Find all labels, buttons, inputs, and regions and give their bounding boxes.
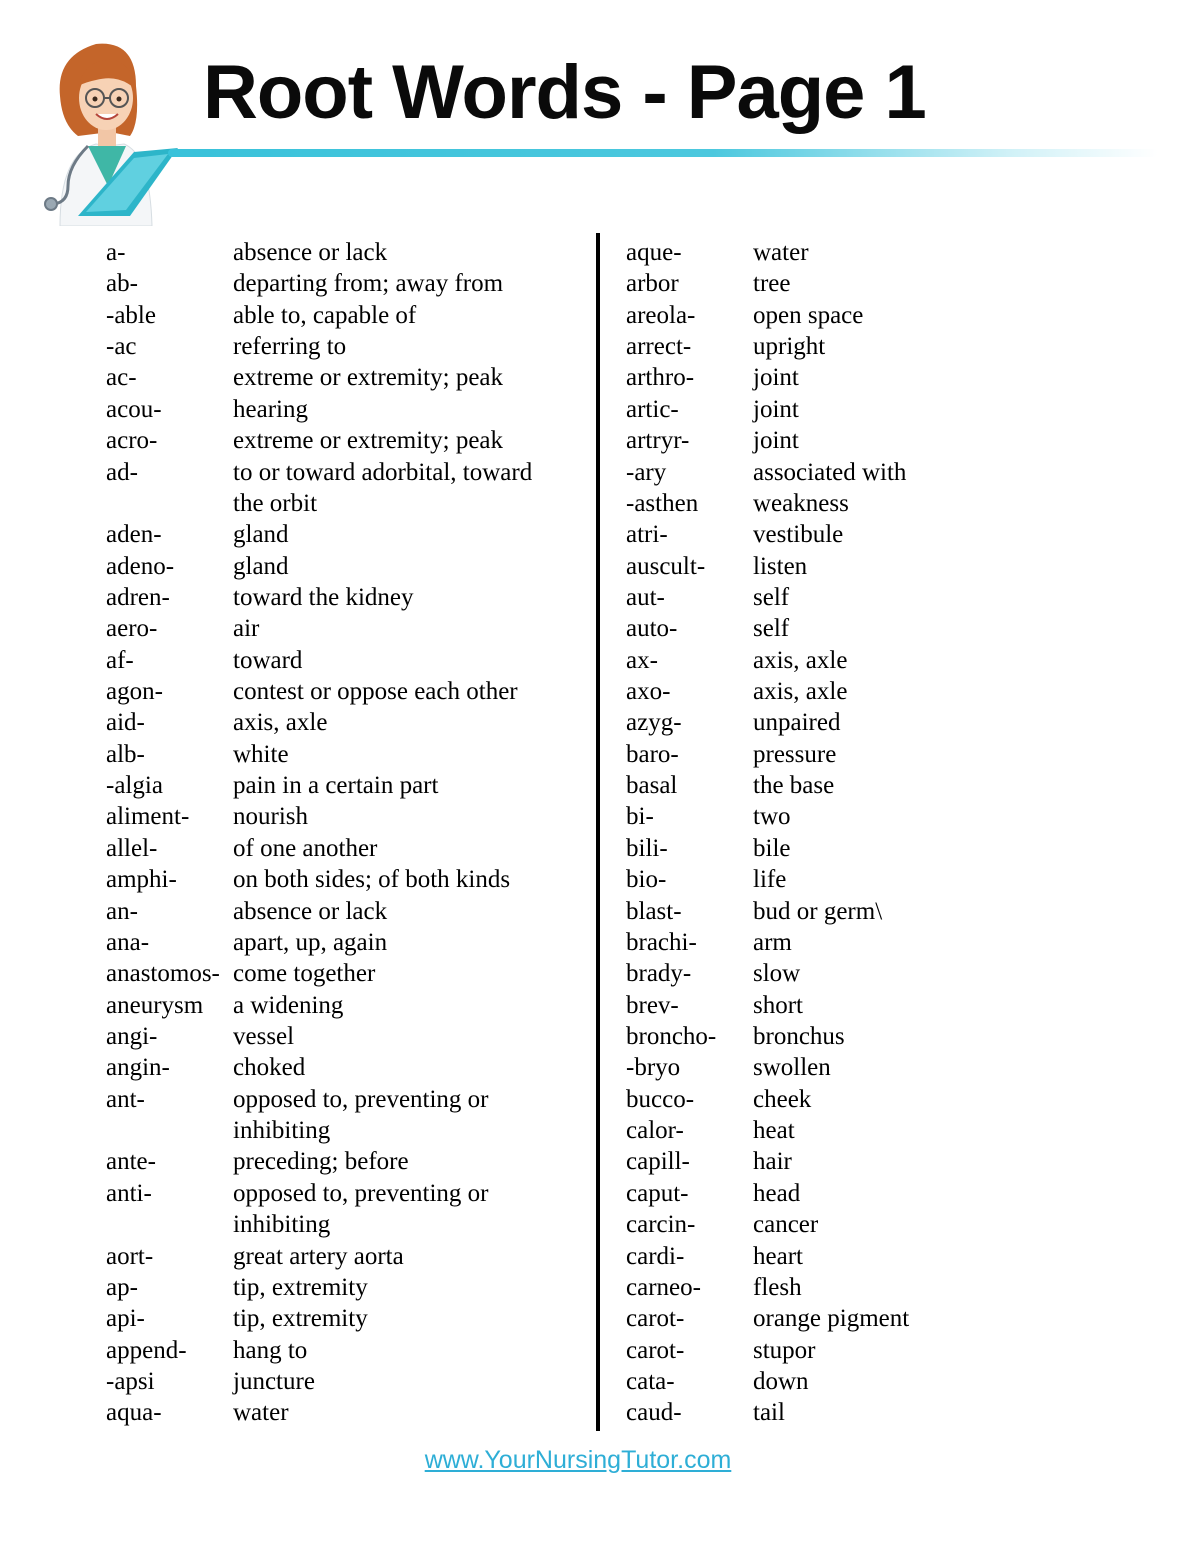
root-word-term: anastomos- [106, 960, 220, 988]
root-word-term: allel- [106, 834, 158, 862]
root-word-term: ad- [106, 458, 138, 486]
root-word-definition: contest or oppose each other [233, 678, 518, 706]
root-word-term: brady- [626, 960, 692, 988]
root-word-row [626, 958, 1046, 989]
root-word-row [626, 1241, 1046, 1272]
root-word-row [106, 1084, 586, 1115]
root-word-definition: pain in a certain part [233, 772, 439, 800]
root-word-definition: come together [233, 960, 376, 988]
root-word-definition: bud or germ\ [753, 897, 883, 925]
column-divider [596, 233, 600, 1431]
root-word-row [106, 394, 586, 425]
root-word-row [626, 1021, 1046, 1052]
root-word-definition: cheek [753, 1085, 812, 1113]
root-word-definition: extreme or extremity; peak [233, 427, 504, 455]
root-word-definition: heart [753, 1242, 803, 1270]
root-word-row [626, 1084, 1046, 1115]
root-word-row [106, 1241, 586, 1272]
root-word-row [626, 801, 1046, 832]
root-word-row [106, 1397, 586, 1428]
root-word-row [626, 1115, 1046, 1146]
root-word-row [106, 645, 586, 676]
root-word-definition: vestibule [753, 521, 844, 549]
root-word-term: ap- [106, 1273, 138, 1301]
root-word-definition: pressure [753, 740, 837, 768]
root-word-definition: the base [753, 772, 835, 800]
root-word-row [626, 1146, 1046, 1177]
root-word-row [626, 394, 1046, 425]
root-word-term: anti- [106, 1179, 152, 1207]
root-word-term: -bryo [626, 1054, 681, 1082]
root-word-term [106, 1209, 233, 1240]
root-word-row [106, 300, 586, 331]
root-word-definition: inhibiting [233, 1211, 331, 1239]
root-word-definition: joint [753, 395, 799, 423]
root-word-row [626, 488, 1046, 519]
root-word-row [106, 1272, 586, 1303]
root-word-term: aden- [106, 521, 162, 549]
root-word-definition: arm [753, 928, 792, 956]
root-word-row [106, 927, 586, 958]
root-word-term: ana- [106, 928, 150, 956]
root-word-definition: tip, extremity [233, 1305, 368, 1333]
root-word-definition: absence or lack [233, 897, 388, 925]
root-word-row [626, 676, 1046, 707]
root-word-row [626, 770, 1046, 801]
root-word-definition: unpaired [753, 709, 841, 737]
root-word-definition: associated with [753, 458, 907, 486]
root-word-term: angin- [106, 1054, 170, 1082]
root-word-definition: tip, extremity [233, 1273, 368, 1301]
root-word-row [626, 1272, 1046, 1303]
root-word-definition: two [753, 803, 791, 831]
root-word-row [106, 1209, 586, 1240]
root-word-term: carneo- [626, 1273, 701, 1301]
root-word-term: calor- [626, 1117, 684, 1145]
root-word-definition: down [753, 1367, 809, 1395]
root-word-definition: swollen [753, 1054, 831, 1082]
root-word-definition: departing from; away from [233, 270, 504, 298]
root-word-row [106, 519, 586, 550]
root-word-term: aque- [626, 239, 682, 266]
root-word-term: aort- [106, 1242, 154, 1270]
root-word-term: axo- [626, 678, 671, 706]
root-word-row [626, 519, 1046, 550]
root-word-term: aqua- [106, 1399, 162, 1427]
root-word-row [626, 739, 1046, 770]
root-word-definition: cancer [753, 1211, 819, 1239]
root-word-term: caud- [626, 1399, 682, 1427]
root-word-term: carot- [626, 1336, 685, 1364]
root-word-definition: weakness [753, 489, 849, 517]
root-word-definition: vessel [233, 1022, 295, 1050]
root-word-term: aut- [626, 583, 665, 611]
root-word-row [106, 1052, 586, 1083]
root-word-row [106, 457, 586, 488]
root-word-term: -ac [106, 333, 137, 361]
root-word-term: brachi- [626, 928, 697, 956]
root-word-definition: toward [233, 646, 303, 674]
root-word-row [626, 990, 1046, 1021]
root-word-row [626, 613, 1046, 644]
root-word-row [106, 488, 586, 519]
root-word-row [106, 1335, 586, 1366]
root-word-term: auscult- [626, 552, 706, 580]
root-word-term: angi- [106, 1022, 158, 1050]
root-word-row [106, 551, 586, 582]
root-word-row [106, 1115, 586, 1146]
root-word-definition: great artery aorta [233, 1242, 404, 1270]
root-word-definition: toward the kidney [233, 583, 414, 611]
root-word-definition: able to, capable of [233, 301, 417, 329]
root-word-definition: axis, axle [753, 678, 848, 706]
root-word-term: aero- [106, 615, 158, 643]
root-word-term: bio- [626, 866, 667, 894]
root-word-term: agon- [106, 678, 163, 706]
root-word-definition: short [753, 991, 803, 1019]
root-word-row [626, 1335, 1046, 1366]
root-word-definition: hair [753, 1148, 792, 1176]
root-word-definition: apart, up, again [233, 928, 388, 956]
root-word-definition: bile [753, 834, 791, 862]
root-word-row [106, 1146, 586, 1177]
root-word-row [106, 739, 586, 770]
root-word-term: arrect- [626, 333, 692, 361]
root-word-term: -ary [626, 458, 667, 486]
root-word-definition: choked [233, 1054, 306, 1082]
root-word-definition: juncture [233, 1367, 315, 1395]
root-word-term: adeno- [106, 552, 175, 580]
root-word-row [106, 770, 586, 801]
root-word-term: cata- [626, 1367, 675, 1395]
root-word-definition: hearing [233, 395, 308, 423]
root-word-definition: nourish [233, 803, 308, 831]
root-word-definition: hang to [233, 1336, 308, 1364]
root-word-definition: stupor [753, 1336, 816, 1364]
root-word-term: auto- [626, 615, 678, 643]
root-word-definition: white [233, 740, 289, 768]
root-word-row [626, 331, 1046, 362]
root-word-row [626, 1366, 1046, 1397]
root-word-row [106, 864, 586, 895]
root-word-term: carot- [626, 1305, 685, 1333]
root-word-row [106, 1303, 586, 1334]
root-word-row [626, 896, 1046, 927]
root-word-definition: bronchus [753, 1022, 845, 1050]
root-word-definition: gland [233, 552, 289, 580]
root-word-row [626, 1178, 1046, 1209]
root-word-row [626, 1397, 1046, 1428]
root-word-row [626, 927, 1046, 958]
root-word-term: -algia [106, 772, 163, 800]
root-word-definition: opposed to, preventing or [233, 1085, 489, 1113]
root-word-row [106, 707, 586, 738]
root-word-row [626, 1052, 1046, 1083]
root-word-term: ax- [626, 646, 658, 674]
root-word-definition: joint [753, 427, 799, 455]
root-word-term: artic- [626, 395, 679, 423]
root-word-term: aid- [106, 709, 145, 737]
root-words-left-column [106, 237, 586, 1429]
root-words-right-column [626, 237, 1046, 1429]
root-word-term: caput- [626, 1179, 689, 1207]
root-word-term: alb- [106, 740, 145, 768]
root-word-term: -able [106, 301, 156, 329]
root-word-definition: of one another [233, 834, 378, 862]
root-word-row [106, 833, 586, 864]
root-word-term: ac- [106, 364, 137, 392]
root-word-definition: air [233, 615, 260, 643]
root-word-row [626, 237, 1046, 268]
root-word-row [106, 582, 586, 613]
root-word-term: basal [626, 772, 678, 800]
root-word-definition: joint [753, 364, 799, 392]
root-word-definition: life [753, 866, 787, 894]
page-title: Root Words - Page 1 [203, 50, 926, 135]
root-word-term: blast- [626, 897, 682, 925]
root-word-row [626, 300, 1046, 331]
root-word-term: amphi- [106, 866, 177, 894]
website-link[interactable]: www.YourNursingTutor.com [424, 1446, 732, 1474]
root-word-definition: a widening [233, 991, 344, 1019]
root-word-term: bi- [626, 803, 654, 831]
root-word-definition: water [233, 1399, 289, 1427]
root-word-definition: to or toward adorbital, toward [233, 458, 533, 486]
root-word-term: api- [106, 1305, 145, 1333]
root-word-definition: preceding; before [233, 1148, 409, 1176]
root-word-definition: absence or lack [233, 239, 388, 266]
root-word-definition: orange pigment [753, 1305, 910, 1333]
root-word-term: azyg- [626, 709, 682, 737]
root-word-row [106, 801, 586, 832]
root-word-term: -apsi [106, 1367, 155, 1395]
root-word-row [626, 864, 1046, 895]
root-word-row [106, 1021, 586, 1052]
root-word-term: capill- [626, 1148, 690, 1176]
root-word-row [106, 1366, 586, 1397]
root-word-row [106, 896, 586, 927]
root-word-row [106, 676, 586, 707]
root-word-term: a- [106, 239, 126, 266]
root-word-definition: listen [753, 552, 808, 580]
root-word-row [626, 833, 1046, 864]
root-word-definition: heat [753, 1117, 795, 1145]
root-word-term: arthro- [626, 364, 695, 392]
root-word-row [106, 362, 586, 393]
root-word-term: artryr- [626, 427, 690, 455]
nurse-avatar-icon [38, 36, 178, 226]
root-word-definition: water [753, 239, 809, 266]
title-underline [168, 149, 1158, 157]
root-word-row [106, 990, 586, 1021]
root-word-term: ant- [106, 1085, 145, 1113]
root-word-term: areola- [626, 301, 696, 329]
root-word-term: broncho- [626, 1022, 717, 1050]
root-word-term: aliment- [106, 803, 190, 831]
root-word-definition: self [753, 615, 790, 643]
root-word-definition: axis, axle [233, 709, 328, 737]
root-word-row [626, 707, 1046, 738]
root-word-definition: self [753, 583, 790, 611]
root-word-row [626, 582, 1046, 613]
root-word-definition: opposed to, preventing or [233, 1179, 489, 1207]
root-word-definition: upright [753, 333, 826, 361]
root-word-term: ante- [106, 1148, 156, 1176]
root-word-term: ab- [106, 270, 138, 298]
root-word-term: cardi- [626, 1242, 685, 1270]
root-word-definition: referring to [233, 333, 347, 361]
root-word-definition: the orbit [233, 489, 318, 517]
root-word-row [626, 362, 1046, 393]
root-word-row [106, 958, 586, 989]
root-word-definition: inhibiting [233, 1117, 331, 1145]
root-word-definition: gland [233, 521, 289, 549]
root-word-row [106, 268, 586, 299]
root-word-term [106, 1115, 233, 1146]
root-word-definition: tail [753, 1399, 785, 1427]
root-word-definition: tree [753, 270, 791, 298]
root-word-term [106, 488, 233, 519]
root-word-term: bili- [626, 834, 668, 862]
root-word-definition: head [753, 1179, 801, 1207]
root-word-term: atri- [626, 521, 668, 549]
root-word-term: acro- [106, 427, 158, 455]
root-word-row [626, 1209, 1046, 1240]
root-word-definition: extreme or extremity; peak [233, 364, 504, 392]
footer [0, 1446, 1156, 1475]
root-word-term: aneurysm [106, 991, 204, 1019]
root-word-term: -asthen [626, 489, 699, 517]
root-word-term: append- [106, 1336, 187, 1364]
root-word-row [626, 645, 1046, 676]
root-word-term: af- [106, 646, 134, 674]
root-word-term: adren- [106, 583, 170, 611]
root-word-definition: open space [753, 301, 864, 329]
root-word-row [106, 237, 586, 268]
root-word-row [106, 331, 586, 362]
root-word-row [106, 1178, 586, 1209]
root-word-row [626, 268, 1046, 299]
root-word-row [106, 613, 586, 644]
root-word-definition: axis, axle [753, 646, 848, 674]
root-word-term: an- [106, 897, 138, 925]
root-word-term: baro- [626, 740, 679, 768]
root-word-term: carcin- [626, 1211, 696, 1239]
root-word-term: arbor [626, 270, 679, 298]
root-word-term: bucco- [626, 1085, 695, 1113]
root-word-row [626, 457, 1046, 488]
root-word-row [626, 425, 1046, 456]
root-word-definition: slow [753, 960, 801, 988]
root-word-definition: flesh [753, 1273, 802, 1301]
root-word-term: brev- [626, 991, 679, 1019]
root-word-definition: on both sides; of both kinds [233, 866, 511, 894]
root-word-row [626, 1303, 1046, 1334]
root-word-term: acou- [106, 395, 162, 423]
root-word-row [106, 425, 586, 456]
root-word-row [626, 551, 1046, 582]
